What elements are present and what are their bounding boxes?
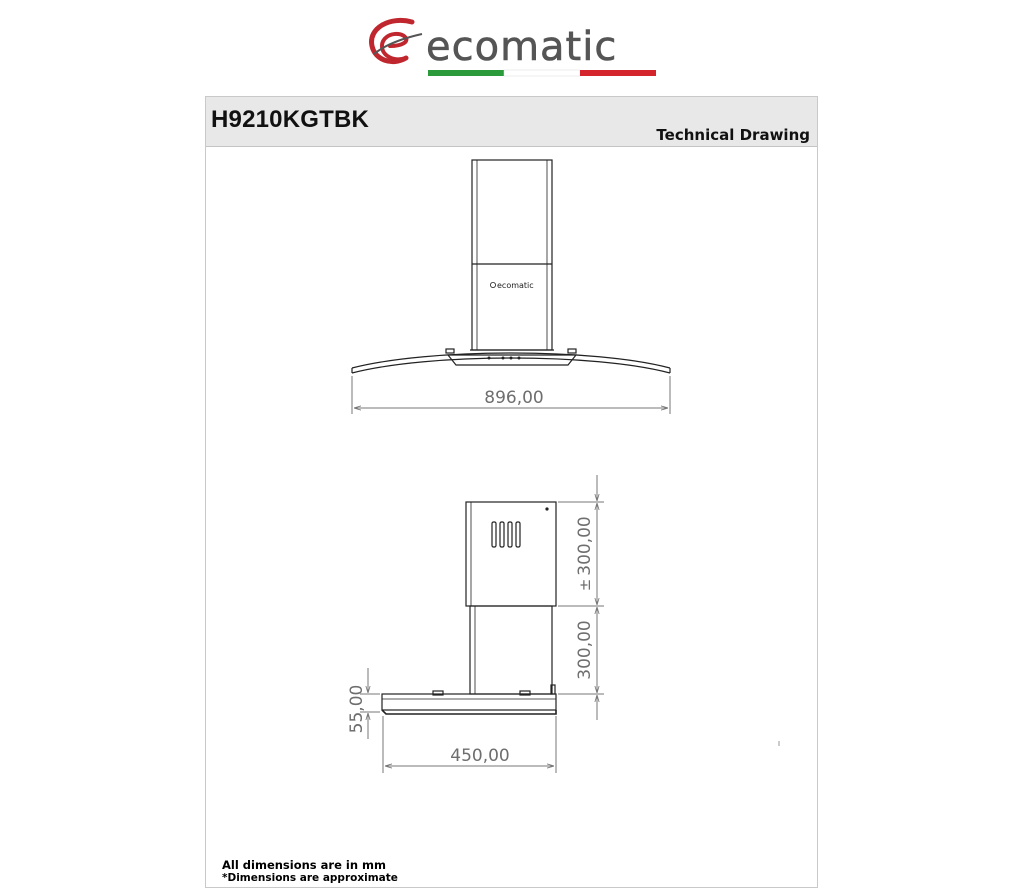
model-number: H9210KGTBK: [211, 106, 370, 133]
front-glass-canopy: [352, 349, 670, 373]
chimney-lower-label: 300,00: [575, 620, 595, 680]
side-lower-chimney: [470, 606, 552, 694]
front-brand-text: ecomatic: [497, 281, 534, 290]
side-depth-label: 450,00: [450, 746, 510, 766]
side-canopy-height-label: 55,00: [347, 684, 367, 734]
document-type: Technical Drawing: [656, 126, 810, 144]
side-chimney-dimensions: [558, 475, 604, 720]
front-width-label: 896,00: [484, 388, 544, 408]
side-view: [382, 502, 556, 714]
note-units: All dimensions are in mm: [222, 858, 386, 872]
front-brand-label: [490, 281, 533, 290]
note-approximate: *Dimensions are approximate: [222, 872, 398, 884]
side-vent-slots: [492, 522, 520, 547]
front-chimney: [470, 160, 554, 350]
side-upper-chimney: [466, 502, 556, 606]
front-view: [352, 160, 670, 373]
logo-wordmark: ecomatic: [426, 24, 618, 70]
chimney-upper-tolerance: ±: [576, 578, 594, 592]
notes: [222, 858, 398, 885]
chimney-upper-label: 300,00: [575, 516, 595, 576]
side-canopy: [382, 685, 556, 714]
